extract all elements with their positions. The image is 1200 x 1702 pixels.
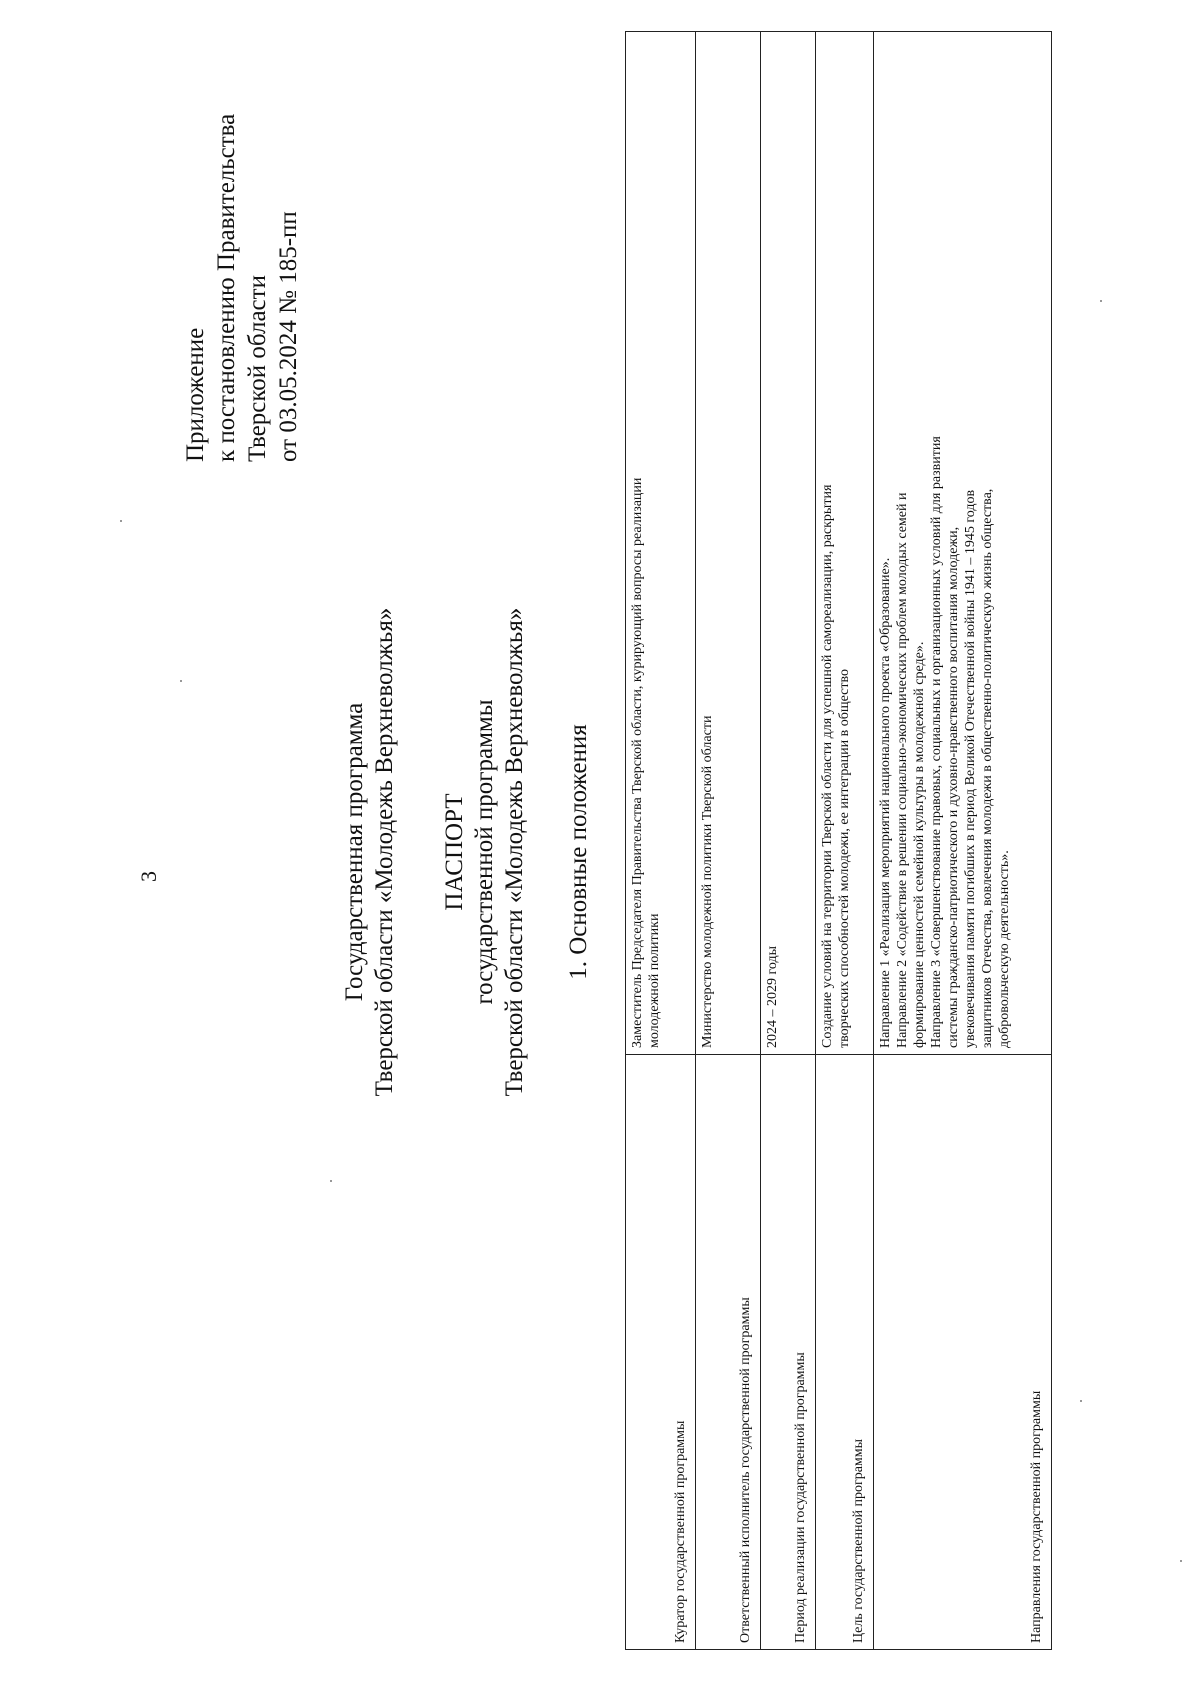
program-title-line: Тверской области «Молодежь Верхневолжья»	[371, 607, 398, 1097]
row-value-line: формирование ценностей семейной культуры в молодежной среде».	[912, 641, 927, 1048]
row-label: Период реализации государственной программы	[761, 1055, 816, 1650]
table-row	[696, 32, 761, 1650]
row-value-line: творческих способностей молодежи, ее интеграции в общество	[837, 668, 852, 1048]
row-value	[874, 32, 1052, 1055]
row-value-line: системы гражданско-патриотического и духовно-нравственного воспитания молодежи,	[946, 526, 961, 1048]
scan-speck	[1180, 1560, 1182, 1562]
appendix-line: от 03.05.2024 № 185-пп	[275, 211, 302, 462]
table-row	[874, 32, 1052, 1650]
row-value-line: Министерство молодежной политики Тверской области	[700, 715, 715, 1048]
row-value-line: Направление 3 «Совершенствование правовых, социальных и организационных условий для развития	[929, 436, 944, 1048]
row-value	[816, 32, 874, 1055]
row-value	[626, 32, 696, 1055]
row-label: Ответственный исполнитель государственной программы	[696, 1055, 761, 1650]
row-value-line: молодежной политики	[647, 913, 662, 1048]
scan-speck	[120, 520, 122, 522]
row-value-line: Направление 2 «Содействие в решении социально-экономических проблем молодых семей и	[895, 492, 910, 1048]
passport-subtitle-line: Тверской области «Молодежь Верхневолжья»	[501, 607, 528, 1097]
program-title	[340, 152, 400, 1552]
passport-table-main	[625, 31, 761, 1650]
row-value-line: Заместитель Председателя Правительства Тверской области, курирующий вопросы реализации	[630, 477, 645, 1048]
passport-title	[440, 152, 530, 1552]
row-value-line: 2024 – 2029 годы	[765, 945, 780, 1048]
row-label: Куратор государственной программы	[626, 1055, 696, 1650]
passport-table-details	[760, 31, 1052, 1650]
scan-speck	[1080, 1400, 1082, 1402]
page-number: 3	[136, 871, 161, 882]
table-row	[761, 32, 816, 1650]
scan-speck	[330, 1180, 332, 1182]
row-value-line: Создание условий на территории Тверской области для успешной самореализации, раскрытия	[820, 484, 835, 1048]
program-title-line: Государственная программа	[341, 702, 368, 1002]
appendix-header	[180, 32, 304, 462]
appendix-line: Тверской области	[244, 275, 271, 462]
passport-subtitle-line: государственной программы	[471, 699, 498, 1005]
row-value-line: увековечивания памяти погибших в период Великой Отечественной войны 1941 – 1945 годов	[963, 489, 978, 1048]
table-row	[626, 32, 696, 1650]
row-value-line: Направление 1 «Реализация мероприятий национального проекта «Образование».	[878, 557, 893, 1048]
appendix-line: к постановлению Правительства	[213, 113, 240, 462]
row-value-line: добровольческую деятельность».	[997, 850, 1012, 1048]
row-value-line: защитников Отечества, вовлечения молодежи в общественно-политическую жизнь общества,	[980, 488, 995, 1048]
scan-speck	[1100, 300, 1102, 302]
row-value	[696, 32, 761, 1055]
row-label: Цель государственной программы	[816, 1055, 874, 1650]
table-row	[816, 32, 874, 1650]
row-label: Направления государственной программы	[874, 1055, 1052, 1650]
row-value	[761, 32, 816, 1055]
section-title: 1. Основные положения	[565, 724, 592, 980]
scan-speck	[180, 680, 182, 682]
appendix-line: Приложение	[182, 327, 209, 462]
passport-heading: ПАСПОРТ	[441, 793, 468, 911]
